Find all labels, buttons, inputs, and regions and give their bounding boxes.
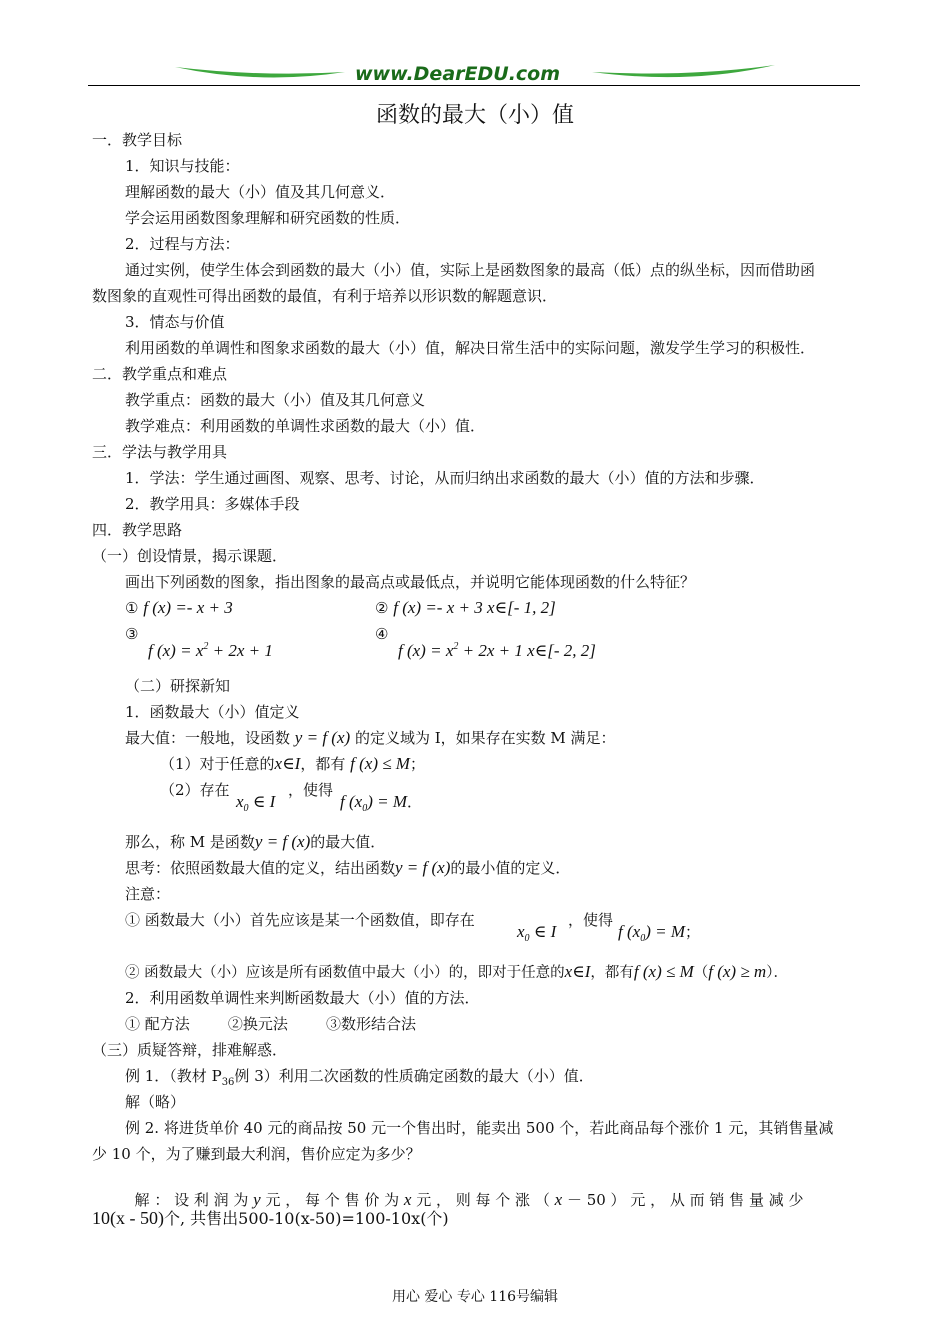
note-1-text: ，使得: [568, 911, 614, 929]
solution-line: 解 ： 设 利 润 为 y 元 ， 每 个 售 价 为 x 元 ， 则 每 个 涨 （ x － 50 ） 元 ， 从 而 销 售 量 减 少: [134, 1190, 804, 1209]
header-rule: [88, 85, 860, 86]
subheading: 1．函数最大（小）值定义: [125, 703, 300, 721]
paragraph: 思考：依照函数最大值的定义，结出函数y = f (x)的最小值的定义．: [125, 858, 571, 877]
paragraph: 教学难点：利用函数的单调性求函数的最大（小）值．: [125, 417, 486, 435]
paragraph: 1．学法：学生通过画图、观察、思考、讨论，从而归纳出求函数的最大（小）值的方法和步骤．: [125, 469, 765, 487]
note-1-math: $x_0$ ∈ I: [517, 922, 557, 944]
paragraph: 学会运用函数图象理解和研究函数的性质．: [125, 209, 411, 227]
subheading: 1．知识与技能：: [125, 157, 240, 175]
condition-2-math: $x_0$ ∈ I: [236, 792, 276, 814]
subsection-heading: （三）质疑答辩，排难解惑．: [92, 1041, 288, 1059]
subsection-heading: （一）创设情景，揭示课题．: [92, 547, 288, 565]
paragraph: 教学重点：函数的最大（小）值及其几何意义: [125, 391, 426, 409]
paragraph: 通过实例，使学生体会到函数的最大（小）值，实际上是函数图象的最高（低）点的纵坐标，因而借助函: [125, 261, 816, 279]
paragraph: 数图象的直观性可得出函数的最值，有利于培养以形识数的解题意识．: [92, 287, 558, 305]
section-heading: 三．学法与教学用具: [92, 443, 228, 461]
solution-line: 10(x - 50)个, 共售出500-10(x-50)=100-10x(个): [92, 1208, 449, 1228]
condition-2-text: ，使得: [288, 781, 334, 799]
note-heading: 注意：: [125, 885, 171, 903]
paragraph: 2．教学用具：多媒体手段: [125, 495, 300, 513]
function-example-3-label: ③: [125, 625, 139, 643]
header-banner: [0, 55, 950, 95]
page-title: 函数的最大（小）值: [375, 103, 574, 128]
condition-2-math: f $(x_0) = M$．: [340, 792, 422, 814]
section-heading: 二．教学重点和难点: [92, 365, 228, 383]
function-example-1: ① f (x) =- x + 3: [125, 598, 233, 617]
site-name[interactable]: www.DearEDU.com: [355, 63, 561, 85]
example-2: 少 10 个，为了赚到最大利润，售价应定为多少？: [92, 1145, 421, 1163]
paragraph: 利用函数的单调性和图象求函数的最大（小）值，解决日常生活中的实际问题，激发学生学习的积极性．: [125, 339, 816, 357]
method-list: ① 配方法 ②换元法 ③数形结合法: [125, 1015, 417, 1033]
function-example-4-label: ④: [375, 625, 389, 643]
paragraph: 理解函数的最大（小）值及其几何意义．: [125, 183, 396, 201]
condition-1: （1）对于任意的x∈I，都有 f (x) ≤ M；: [160, 754, 425, 773]
note-1-text: ① 函数最大（小）首先应该是某一个函数值，即存在: [125, 911, 475, 929]
definition-line: 最大值：一般地，设函数 y = f (x) 的定义域为 I，如果存在实数 M 满足：: [125, 728, 616, 747]
page-footer: 用心 爱心 专心 116号编辑: [391, 1289, 559, 1305]
function-example-2: ② f (x) =- x + 3 x∈[- 1, 2]: [375, 598, 556, 617]
note-2: ② 函数最大（小）应该是所有函数值中最大（小）的，即对于任意的x∈I，都有f (x) ≤ M（f (x) ≥ m）．: [125, 962, 788, 981]
section-heading: 四．教学思路: [92, 521, 183, 539]
function-example-3: f $(x) = x^2 + 2x + 1$: [148, 641, 273, 660]
example-2: 例 2. 将进货单价 40 元的商品按 50 元一个售出时，能卖出 500 个，若此商品每个涨价 1 元，其销售量减: [125, 1119, 834, 1137]
paragraph: 画出下列函数的图象，指出图象的最高点或最低点，并说明它能体现函数的什么特征？: [125, 573, 696, 591]
condition-2-text: （2）存在: [160, 781, 230, 799]
subheading: 3．情态与价值: [125, 313, 225, 331]
paragraph: 解（略）: [125, 1093, 186, 1111]
function-example-4: f $(x) = x^2 + 2x + 1$ x∈[- 2, 2]: [398, 641, 596, 660]
subheading: 2．过程与方法：: [125, 235, 240, 253]
note-1-math: f $(x_0) = M$；: [618, 922, 700, 944]
example-1: 例 1．（教材 $P_{36}$例 3）利用二次函数的性质确定函数的最大（小）值．: [125, 1067, 594, 1088]
paragraph: 那么，称 M 是函数y = f (x)的最大值．: [125, 832, 386, 851]
subsection-heading: （二）研探新知: [125, 677, 231, 695]
subheading: 2．利用函数单调性来判断函数最大（小）值的方法．: [125, 989, 480, 1007]
section-heading: 一．教学目标: [92, 131, 183, 149]
